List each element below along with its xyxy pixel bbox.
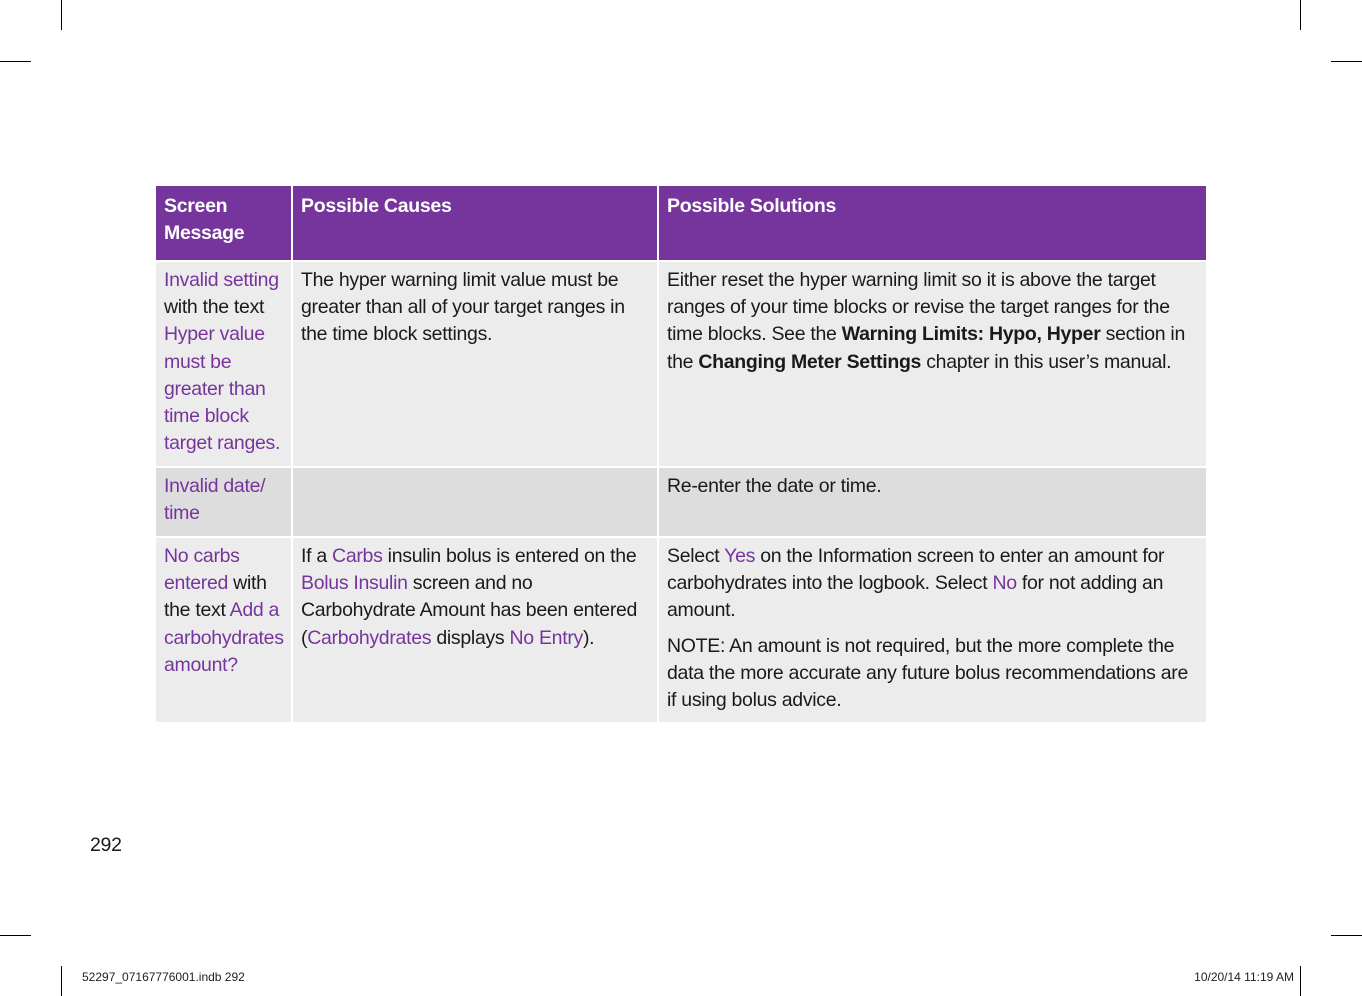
text-run: for not adding an amount. (667, 572, 1164, 622)
possible-causes-text (301, 267, 649, 349)
text-run: insulin bolus is entered on the (382, 545, 637, 567)
screen-message-cell (156, 536, 293, 722)
table-header-row (156, 186, 1206, 260)
text-run: on the Information screen to enter an amount for carbohydrates into the logbook. Select (667, 545, 1165, 595)
possible-causes-text (301, 543, 649, 652)
text-run: Re-enter the date or time. (667, 475, 882, 497)
text-run: Add a carbohydrates amount? (164, 599, 284, 676)
text-run: No (992, 572, 1017, 595)
crop-mark-top-left-vertical (61, 0, 62, 30)
crop-mark-top-right-vertical (1300, 0, 1301, 30)
screen-message-text (164, 267, 283, 457)
crop-mark-bottom-left-horizontal (0, 935, 31, 936)
text-run: Changing Meter Settings (698, 350, 922, 373)
screen-message-text (164, 473, 283, 527)
possible-solutions-cell (659, 466, 1206, 536)
screen-message-text (164, 543, 283, 679)
text-run: Warning Limits: Hypo, Hyper (841, 323, 1101, 346)
text-run: with the text (164, 296, 265, 319)
possible-solutions-text (667, 267, 1198, 376)
print-slug-file: 52297_07167776001.indb 292 (82, 970, 245, 984)
screen-message-cell (156, 466, 293, 536)
crop-mark-bottom-left-vertical (61, 966, 62, 996)
crop-mark-bottom-right-vertical (1300, 966, 1301, 996)
text-run: No carbs entered (164, 545, 240, 595)
print-slug-date: 10/20/14 11:19 AM (1194, 970, 1294, 984)
header-screen-message: Screen Message (156, 186, 293, 260)
possible-causes-cell (293, 260, 659, 466)
possible-solutions-cell (659, 260, 1206, 466)
text-run: displays (431, 626, 510, 649)
text-run: ). (582, 626, 595, 649)
table-row (156, 466, 1206, 536)
text-run: Hyper value must be greater than time block target ranges. (164, 323, 281, 455)
text-run: No Entry (509, 626, 583, 649)
possible-solutions-text (667, 543, 1198, 625)
text-run: Select (667, 545, 725, 567)
crop-mark-top-left-horizontal (0, 61, 31, 62)
text-run: chapter in this user’s manual. (921, 350, 1172, 373)
text-run: Bolus Insulin (301, 572, 408, 595)
text-run: with the text (164, 572, 267, 622)
text-run: Invalid date/ time (164, 475, 266, 525)
page-number: 292 (90, 834, 122, 856)
table-row (156, 536, 1206, 722)
text-run: screen and no Carbohydrate Amount has been entered ( (301, 572, 638, 649)
table-row (156, 260, 1206, 466)
text-run: If a (301, 545, 333, 567)
crop-mark-top-right-horizontal (1331, 61, 1362, 62)
text-run: Either reset the hyper warning limit so it is above the target ranges of your time blocks or revise the target ranges for the time blocks. See the (667, 269, 1170, 346)
note-text (667, 633, 1198, 715)
screen-message-cell (156, 260, 293, 466)
text-run: Carbohydrates (307, 626, 432, 649)
troubleshooting-table (156, 186, 1206, 722)
crop-mark-bottom-right-horizontal (1331, 935, 1362, 936)
possible-solutions-text (667, 473, 1198, 500)
text-run: Invalid setting (164, 269, 279, 291)
possible-causes-cell (293, 466, 659, 536)
possible-solutions-cell (659, 536, 1206, 722)
header-possible-solutions: Possible Solutions (659, 186, 1206, 260)
text-run: Carbs (332, 545, 383, 567)
text-run: section in the (667, 323, 1185, 373)
possible-causes-cell (293, 536, 659, 722)
header-possible-causes: Possible Causes (293, 186, 659, 260)
text-run: Yes (724, 545, 756, 567)
text-run: NOTE: An amount is not required, but the more complete the data the more accurate any future bolus recommendations are if using bolus advice. (667, 634, 1189, 712)
text-run: The hyper warning limit value must be greater than all of your target ranges in the time block settings. (301, 269, 625, 346)
